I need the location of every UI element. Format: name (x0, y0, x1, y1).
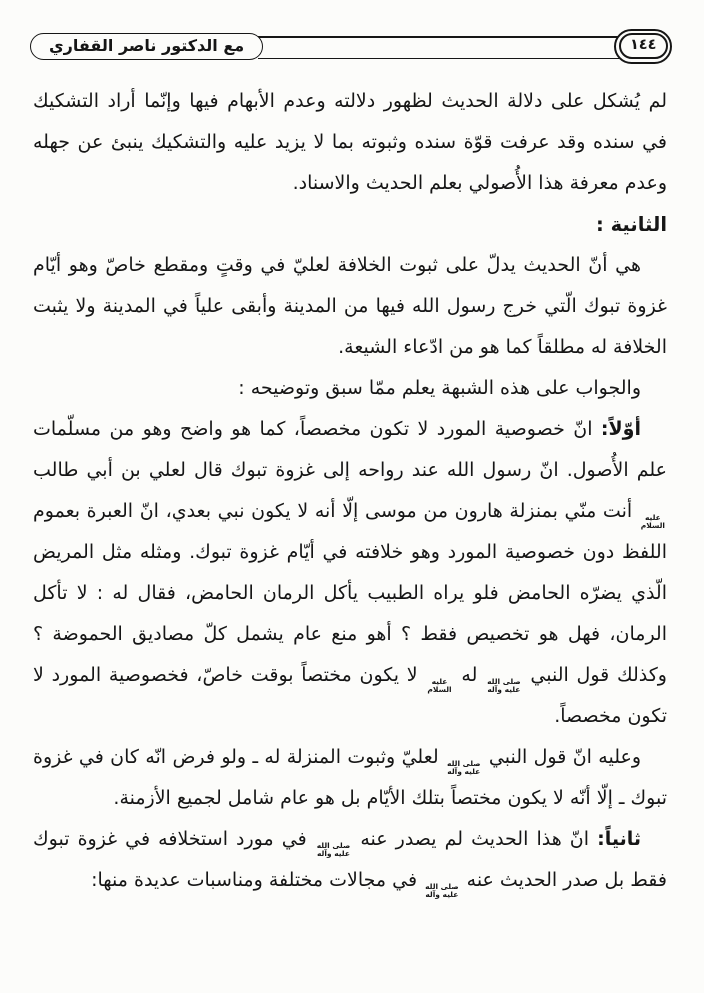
pbuh-honorific-icon: صلى الله عليه وآله (316, 841, 351, 858)
paragraph: والجواب على هذه الشبهة يعلم ممّا سبق وتوضيحه : (238, 377, 641, 399)
paragraph: وعليه انّ قول النبي صلى الله عليه وآله لعليّ وثبوت المنزلة له ـ ولو فرض انّه كان في غزوة تبوك ـ إلّا أنّه لا يكون مختصاً بتلك الأيّام بل هو عام شامل لجميع الأزمنة. (33, 746, 667, 809)
paragraph-lead: أوّلاً: (600, 418, 641, 440)
page-number-badge (614, 29, 672, 64)
pbuh-honorific-icon: صلى الله عليه وآله (447, 759, 481, 776)
body-text (33, 81, 667, 901)
page-number: ١٤٤ (619, 33, 668, 59)
paragraph-lead: ثانياً: (597, 828, 641, 850)
paragraph: هي أنّ الحديث يدلّ على ثبوت الخلافة لعليّ في وقتٍ ومقطع خاصّ وهو أيّام غزوة تبوك الّتي خرج رسول الله فيها من المدينة وأبقى علياً في المدينة ولا يثبت الخلافة له مطلقاً كما هو من ادّعاء الشيعة. (33, 254, 667, 358)
section-heading: الثانية : (596, 213, 667, 236)
alayhi-salam-honorific-icon: عليه السلام (427, 677, 452, 694)
page-header (30, 26, 672, 66)
header-rule (258, 36, 619, 59)
pbuh-honorific-icon: صلى الله عليه وآله (487, 677, 521, 694)
pbuh-honorific-icon: صلى الله عليه وآله (425, 882, 459, 899)
paragraph: ثانياً: انّ هذا الحديث لم يصدر عنه صلى الله عليه وآله في مورد استخلافه في غزوة تبوك فقط بل صدر الحديث عنه صلى الله عليه وآله في مجالات مختلفة ومناسبات عديدة منها: (33, 828, 667, 899)
paragraph: أوّلاً: انّ خصوصية المورد لا تكون مخصصاً، كما هو واضح وهو من مسلّمات علم الأُصول. انّ رسول الله عند رواحه إلى غزوة تبوك قال لعلي بن أبي طالب عليه السلام أنت منّي بمنزلة هارون من موسى إلّا أنه لا يكون نبي بعدي، انّ العبرة بعموم اللفظ دون خصوصية المورد وهو خلافته في أيّام غزوة تبوك. ومثله مثل المريض الّذي يضرّه الحامض فلو يراه الطبيب يأكل الرمان الحامض، فقال له : لا تأكل الرمان، فهل هو تخصيص فقط ؟ أهو منع عام يشمل كلّ مصاديق الحموضة ؟ وكذلك قول النبي صلى الله عليه وآله له عليه السلام لا يكون مختصاً بوقت خاصّ، فخصوصية المورد لا تكون مخصصاً. (33, 418, 667, 727)
alayhi-salam-honorific-icon: عليه السلام (640, 513, 665, 530)
header-book-title: مع الدكتور ناصر القفاري (30, 33, 263, 60)
paragraph: لم يُشكل على دلالة الحديث لظهور دلالته وعدم الأبهام فيها وإنّما أراد التشكيك في سنده وقد عرفت قوّة سنده وثبوته بما لا يزيد عليه والتشكيك ينبئ عن جهله وعدم معرفة هذا الأُصولي بعلم الحديث والاسناد. (33, 90, 667, 194)
